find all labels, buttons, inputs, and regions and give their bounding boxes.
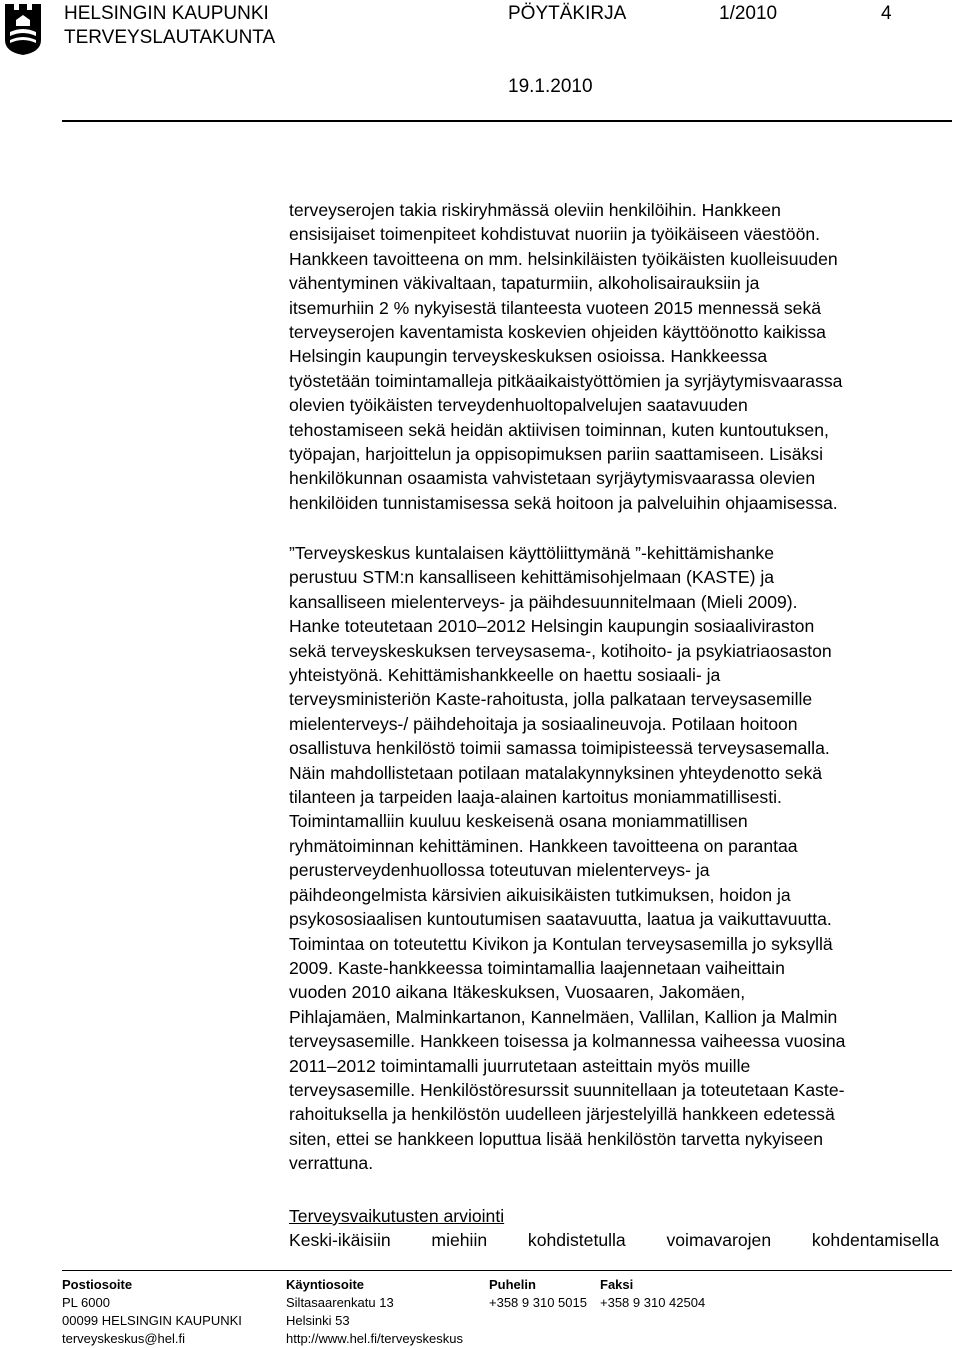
text-line: vuoden 2010 aikana Itäkeskuksen, Vuosaaren, Jakomäen, — [289, 982, 746, 1003]
text-line: ”Terveyskeskus kuntalaisen käyttöliittymänä ”-kehittämishanke — [289, 543, 775, 563]
text-line: perusterveydenhuollossa toteutuvan mielenterveys- ja — [289, 860, 710, 881]
text-line: yhteistyönä. Kehittämishankkeelle on haettu sosiaali- ja — [289, 665, 721, 686]
text-line: sekä terveyskeskuksen terveysasema-, kotihoito- ja psykiatriaosaston — [289, 640, 832, 661]
text-line: terveysministeriön Kaste-rahoitusta, jolla palkataan terveysasemille — [289, 689, 813, 710]
doc-date: 19.1.2010 — [508, 76, 593, 97]
text-line: osallistuva henkilöstö toimii samassa toimipisteessä terveysasemalla. — [289, 738, 830, 759]
text-line: Keski-ikäisiin miehiin kohdistetulla voimavarojen kohdentamisella — [289, 1230, 939, 1251]
text-line: Pihlajamäen, Malminkartanon, Kannelmäen, Vallilan, Kallion ja Malmin — [289, 1006, 838, 1027]
text-line: olevien työikäisten terveydenhuoltopalvelujen saatavuuden — [289, 395, 748, 416]
footer-fax — [600, 1276, 705, 1312]
text-line: vähentyminen väkivaltaan, tapaturmiin, alkoholisairauksiin ja — [289, 273, 760, 294]
footer-heading: Puhelin — [489, 1277, 536, 1292]
text-line: työpajan, harjoittelun ja oppisopimuksen pariin saattamiseen. Lisäksi — [289, 444, 823, 465]
text-line: mielenterveys-/ päihdehoitaja ja sosiaalineuvoja. Potilaan hoitoon — [289, 713, 798, 734]
org-name: HELSINGIN KAUPUNKI — [64, 3, 269, 24]
text-line: itsemurhiin 2 % nykyisestä tilanteesta vuoteen 2015 mennessä sekä — [289, 297, 822, 318]
text-line: työstetään toimintamalleja pitkäaikaistyöttömien ja syrjäytymisvaarassa — [289, 370, 843, 391]
footer-text: 00099 HELSINGIN KAUPUNKI — [62, 1313, 242, 1328]
text-line: terveyserojen kaventamista koskevien ohjeiden käyttöönotto kaikissa — [289, 322, 826, 343]
text-line: henkilöiden tunnistamisessa sekä hoitoon ja palveluihin ohjaamisessa. — [289, 492, 838, 513]
doc-type: PÖYTÄKIRJA — [508, 3, 627, 24]
text-line: Toimintamalliin kuuluu keskeisenä osana moniammatillisen — [289, 811, 748, 832]
section-terveysvaikutukset — [289, 1204, 949, 1253]
footer-rule — [62, 1270, 952, 1271]
org-unit: TERVEYSLAUTAKUNTA — [64, 27, 276, 48]
text-line: terveyserojen takia riskiryhmässä oleviin henkilöihin. Hankkeen — [289, 200, 781, 220]
text-line: tilanteen ja tarpeiden laaja-alainen kartoitus moniammatillisesti. — [289, 787, 782, 808]
doc-number: 1/2010 — [719, 3, 778, 24]
text-line: terveysasemille. Hankkeen toisessa ja kolmannessa vaiheessa vuosina — [289, 1031, 846, 1052]
footer-text: +358 9 310 5015 — [489, 1295, 587, 1310]
footer-email-link[interactable]: terveyskeskus@hel.fi — [62, 1331, 186, 1346]
text-line: ryhmätoiminnan kehittäminen. Hankkeen tavoitteena on parantaa — [289, 835, 798, 856]
footer-visiting-address — [286, 1276, 463, 1348]
text-line: Näin mahdollistetaan potilaan matalakynnyksinen yhteydenotto sekä — [289, 762, 823, 783]
footer-text: Helsinki 53 — [286, 1313, 350, 1328]
text-line: rahoituksella ja henkilöstön uudelleen järjestelyillä hankkeen edetessä — [289, 1104, 835, 1125]
text-line: verrattuna. — [289, 1153, 374, 1174]
text-line: Hanke toteutetaan 2010–2012 Helsingin kaupungin sosiaaliviraston — [289, 616, 815, 637]
page-number: 4 — [881, 3, 892, 24]
text-line: psykososiaalisen kuntoutumisen saatavuutta, laatua ja vaikuttavuutta. — [289, 909, 832, 930]
footer-heading: Postiosoite — [62, 1277, 133, 1292]
footer-postal-address — [62, 1276, 242, 1348]
text-line: terveysasemille. Henkilöstöresurssit suunnitellaan ja toteutetaan Kaste- — [289, 1079, 845, 1100]
paragraph-1 — [289, 198, 949, 515]
text-line: henkilökunnan osaamista vahvistetaan syrjäytymisvaarassa olevien — [289, 468, 816, 489]
text-line: Toimintaa on toteutettu Kivikon ja Kontulan terveysasemilla jo syksyllä — [289, 933, 833, 954]
footer-text: Siltasaarenkatu 13 — [286, 1295, 394, 1310]
text-line: ensisijaiset toimenpiteet kohdistuvat nuoriin ja työikäiseen väestöön. — [289, 224, 821, 245]
footer-text: PL 6000 — [62, 1295, 110, 1310]
text-line: 2011–2012 toimintamalli juurrutetaan asteittain myös muille — [289, 1055, 751, 1076]
text-line: päihdeongelmista kärsivien aikuisikäisten tutkimuksen, hoidon ja — [289, 884, 791, 905]
text-line: siten, ettei se hankkeen loputtua lisää henkilöstön tarvetta nykyiseen — [289, 1128, 824, 1149]
text-line: tehostamiseen sekä heidän aktiivisen toiminnan, kuten kuntoutuksen, — [289, 419, 829, 440]
footer-heading: Faksi — [600, 1277, 634, 1292]
text-line: Hankkeen tavoitteena on mm. helsinkiläisten työikäisten kuolleisuuden — [289, 248, 838, 269]
header-rule — [62, 120, 952, 122]
footer-text: +358 9 310 42504 — [600, 1295, 706, 1310]
text-line: kansalliseen mielenterveys- ja päihdesuunnitelmaan (Mieli 2009). — [289, 591, 798, 612]
section-heading: Terveysvaikutusten arviointi — [289, 1206, 505, 1226]
footer-heading: Käyntiosoite — [286, 1277, 365, 1292]
city-crest-logo — [2, 2, 44, 56]
text-line: 2009. Kaste-hankkeessa toimintamallia laajennetaan vaiheittain — [289, 957, 785, 978]
text-line: Helsingin kaupungin terveyskeskuksen osioissa. Hankkeessa — [289, 346, 768, 367]
footer-phone — [489, 1276, 587, 1312]
text-line: perustuu STM:n kansalliseen kehittämisohjelmaan (KASTE) ja — [289, 567, 775, 588]
footer-website-link[interactable]: http://www.hel.fi/terveyskeskus — [286, 1331, 464, 1346]
paragraph-2 — [289, 541, 949, 1176]
